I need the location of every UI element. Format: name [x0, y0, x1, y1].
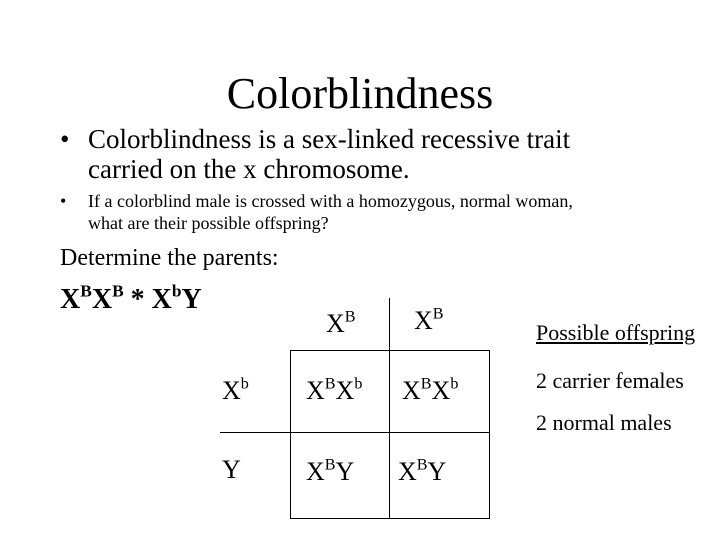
grid-center-line [389, 298, 390, 518]
possible-offspring-heading: Possible offspring [536, 320, 696, 345]
column-header-1: $X^B$ [326, 308, 356, 338]
slide-title: Colorblindness [226, 69, 494, 118]
bullet-1-line-2: carried on the x chromosome. [88, 154, 410, 184]
punnett-cell-r1c1: $X^BX^b$ [306, 375, 363, 405]
row-header-1: $X^b$ [222, 375, 249, 405]
punnett-cell-r1c2: $X^BX^b$ [402, 375, 459, 405]
punnett-cell-r2c2: $X^BY$ [398, 456, 447, 486]
offspring-item-normal-males: 2 normal males [536, 410, 672, 435]
punnett-cell-r2c1: $X^BY$ [306, 456, 355, 486]
grid-left-line [290, 350, 291, 518]
grid-top-line [290, 350, 490, 351]
bullet-2-line-2: what are their possible offspring? [88, 213, 329, 233]
bullet-2-line-1: If a colorblind male is crossed with a homozygous, normal woman, [88, 191, 573, 211]
bullet-marker: • [60, 191, 67, 211]
parent-genotypes: $X^BX^B * X^bY$ [60, 281, 202, 315]
grid-middle-line [220, 432, 490, 433]
determine-parents-label: Determine the parents: [60, 245, 279, 271]
grid-bottom-line [290, 518, 490, 519]
column-header-2: $X^B$ [414, 305, 444, 335]
offspring-item-carrier-females: 2 carrier females [536, 368, 684, 393]
row-header-2: Y [222, 455, 241, 484]
bullet-marker: • [60, 124, 70, 154]
bullet-1-line-1: Colorblindness is a sex-linked recessive trait [88, 124, 571, 154]
grid-right-line [489, 350, 490, 518]
